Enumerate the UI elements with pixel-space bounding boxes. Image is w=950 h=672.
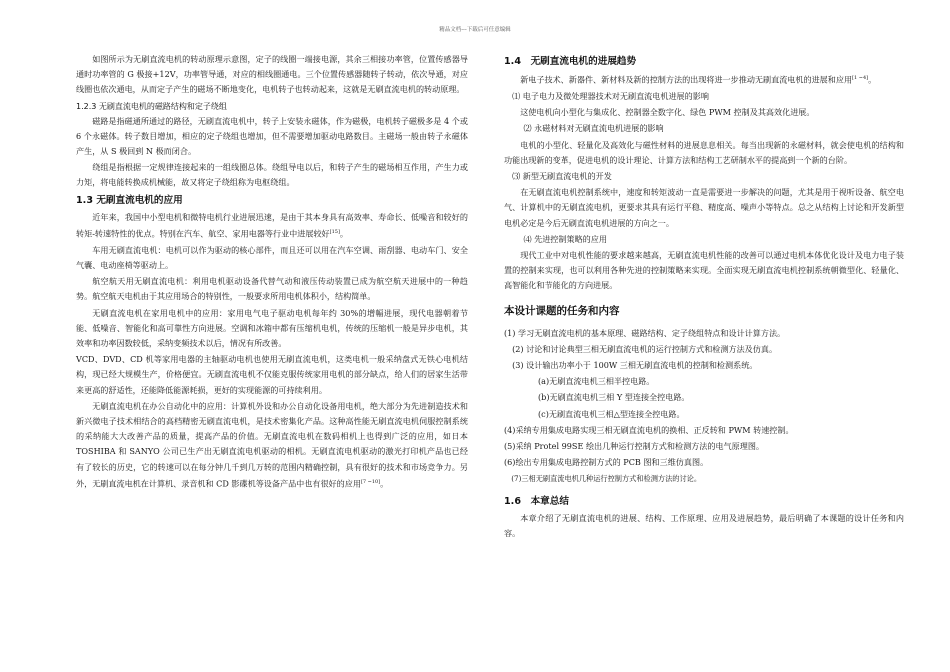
left-column bbox=[76, 52, 468, 493]
citation-ref: [15] bbox=[329, 228, 340, 235]
paragraph-text: 近年来，我国中小型电机和微特电机行业进展迅速，是由于其本身具有高效率、寿命长、低噪音和较好的转矩-转速特性的优点。特别在汽车、航空、家用电器等行业中进展较好 bbox=[76, 211, 468, 239]
task-item-1: (1) 学习无刷直流电机的基本原理、磁路结构、定子绕组特点和设计计算方法。 bbox=[504, 327, 786, 338]
paragraph-tail: 。 bbox=[868, 74, 877, 85]
heading-1-2-3: 1.2.3 无刷直流电机的磁路结构和定子绕组 bbox=[76, 101, 227, 111]
task-item-5: (5)采纳 Protel 99SE 绘出几种运行控制方式和检测方法的电气原理图。 bbox=[504, 440, 765, 451]
task-item-2: (2) 讨论和讨论典型三相无刷直流电机的运行控制方式和检测方法及仿真。 bbox=[512, 343, 778, 354]
heading-1-3: 1.3 无刷直流电机的应用 bbox=[76, 194, 183, 206]
paragraph-household: 无刷直流电机在家用电机中的应用：家用电气电子驱动电机每年约 30%的增幅进展，现代电器朝着节能、低噪音、智能化和高可靠性方向进展。空调和冰箱中都有压缩机电机，传统的压缩机一般是异步电机，其效率和功率因数较低，采纳变频技术以后，情况有所改善。 bbox=[76, 307, 468, 348]
page-header: 精品文档---下载后可任意编辑 bbox=[439, 27, 511, 33]
task-item-7: (7)三相无刷直流电机几种运行控制方式和检测方法的讨论。 bbox=[511, 474, 702, 484]
paragraph-winding: 绕组是指根据一定规律连接起来的一组线圈总体。绕组导电以后，和转子产生的磁场相互作用，产生力或力矩，将电能转换成机械能，故又将定子绕组称为电枢绕组。 bbox=[76, 162, 468, 188]
trend-item-3-title: ⑶ 新型无刷直流电机的开发 bbox=[512, 170, 612, 181]
paragraph-text: 新电子技术、新器件、新材料及新的控制方法的出现将进一步推动无刷直流电机的进展和应用 bbox=[520, 74, 853, 85]
trend-item-2-title: ⑵ 永磁材料对无刷直流电机进展的影响 bbox=[523, 123, 664, 134]
heading-task-content: 本设计课题的任务和内容 bbox=[504, 304, 620, 317]
paragraph-magnetic-circuit: 磁路是指磁通所通过的路径，无刷直流电机中，转子上安装永磁体，作为磁极，电机转子磁极多是 4 个或 6 个永磁体。转子数目增加，相应的定子绕组也增加，但不需要增加驱动电路数目。主磁场一般由转子永磁体产生，从 S 极回到 N 极而闭合。 bbox=[76, 115, 468, 157]
task-item-3a: (a)无刷直流电机三相半控电路。 bbox=[538, 376, 655, 387]
task-item-6: (6)绘出专用集成电路控制方式的 PCB 图和三维仿真图。 bbox=[504, 457, 709, 468]
paragraph-aerospace: 航空航天用无刷直流电机：利用电机驱动设备代替气动和液压传动装置已成为航空航天进展中的一种趋势。航空航天电机由于其应用场合的特别性，一般要求所用电机体积小，结构简单。 bbox=[76, 276, 468, 302]
paragraph-tail: 。 bbox=[380, 478, 389, 489]
citation-ref: [7 ~10] bbox=[360, 478, 381, 485]
trend-item-4-title: ⑷ 先进控制策略的应用 bbox=[523, 233, 607, 244]
citation-ref: [1 ~4] bbox=[852, 75, 869, 81]
paragraph-automotive: 车用无刷直流电机：电机可以作为驱动的核心部件，而且还可以用在汽车空调、雨刮器、电动车门、安全气囊、电动座椅等驱动上。 bbox=[76, 244, 468, 270]
task-item-3c: (c)无刷直流电机三相△型连接全控电路。 bbox=[538, 408, 685, 419]
paragraph-text: 无刷直流电机在办公自动化中的应用：计算机外设和办公自动化设备用电机，绝大部分为先进制造技术和新兴微电子技术相结合的高档精密无刷直流电机，是技术密集化产品。这种高性能无刷直流电机伺服控制系统的采纳能大大改善产品的质量，提高产品的价值。无刷直流电机在数码相机上也得到广泛的应用，如日本 TOSHIBA 和 SANYO 公司已生产出无刷直流电机驱动的相机。无刷直流电机驱动的激光打印机产品也已经有了较长的历史，它的转速可以在每分钟几千到几万转的范围内精确控制，具有很好的技术和市场竞争力。另外，无刷直流电机在计算机、录音机和 CD 影碟机等设备产品中也有很好的应用 bbox=[76, 400, 468, 489]
trend-item-1-text: 这使电机向小型化与集成化、控制器全数字化、绿色 PWM 控制及其高效化进展。 bbox=[520, 107, 815, 118]
paragraph-vcd-dvd: VCD、DVD、CD 机等家用电器的主轴驱动电机也使用无刷直流电机，这类电机一般采纳盘式无铁心电机结构，现已经大规模生产，价格便宜。无刷直流电机不仅能克服传统家用电机的部分缺点，给人们的居家生活带来更高的舒适性，还能降低能源耗损，更好的实现能源的可持续利用。 bbox=[76, 354, 468, 395]
trend-item-1-title: ⑴ 电子电力及微处理器技术对无刷直流电机进展的影响 bbox=[512, 90, 709, 101]
heading-1-4: 1.4 无刷直流电机的进展趋势 bbox=[504, 56, 637, 67]
paragraph-summary: 本章介绍了无刷直流电机的进展、结构、工作原理、应用及进展趋势，最后明确了本课题的设计任务和内容。 bbox=[504, 512, 904, 538]
paragraph-tail: 。 bbox=[339, 228, 349, 239]
right-column bbox=[504, 52, 904, 542]
paragraph-office-automation bbox=[76, 399, 468, 492]
trend-item-2-text: 电机的小型化、轻量化及高效化与磁性材料的进展息息相关。每当出现新的永磁材料，就会使电机的结构和功能出现新的变革，促进电机的设计理论、计算方法和结构工艺研制水平的提高到一个新的台阶。 bbox=[504, 139, 904, 165]
paragraph-rotation-principle: 如图所示为无刷直流电机的转动原理示意图，定子的线圈一端接电源，其余三相接功率管，位置传感器导通时功率管的 G 极接+12V，功率管导通，对应的相线圈通电。三个位置传感器随转子转动，依次导通，对应线圈也依次通电，从而定子产生的磁场不断地变化，电机转子也转动起来，这就是无刷直流电机的转动原理。 bbox=[76, 54, 468, 95]
paragraph-applications-intro bbox=[76, 210, 468, 242]
task-item-4: (4)采纳专用集成电路实现三相无刷直流电机的换相、正反转和 PWM 转速控制。 bbox=[504, 424, 794, 435]
heading-1-6: 1.6 本章总结 bbox=[504, 495, 569, 507]
trend-item-4-text: 现代工业中对电机性能的要求越来越高，无刷直流电机性能的改善可以通过电机本体优化设计及电力电子装置的控制来实现，也可以利用各种先进的控制策略来实现。全面实现无刷直流电机控制系统朝微型化、轻量化、高智能化和节能化的方向进展。 bbox=[504, 249, 904, 291]
task-item-3b: (b)无刷直流电机三相 Y 型连接全控电路。 bbox=[538, 392, 690, 403]
task-item-3: (3) 设计输出功率小于 100W 三相无刷直流电机的控制和检测系统。 bbox=[512, 359, 758, 370]
trend-item-3-text: 在无刷直流电机控制系统中，速度和转矩波动一直是需要进一步解决的问题，尤其是用于视听设备、航空电气、计算机中的无刷直流电机，更要求其具有运行平稳、精度高、噪声小等特点。总之从结构上讨论和开发新型电机必定是今后无刷直流电机进展的方向之一。 bbox=[504, 187, 904, 228]
paragraph-trends-intro bbox=[504, 71, 904, 88]
